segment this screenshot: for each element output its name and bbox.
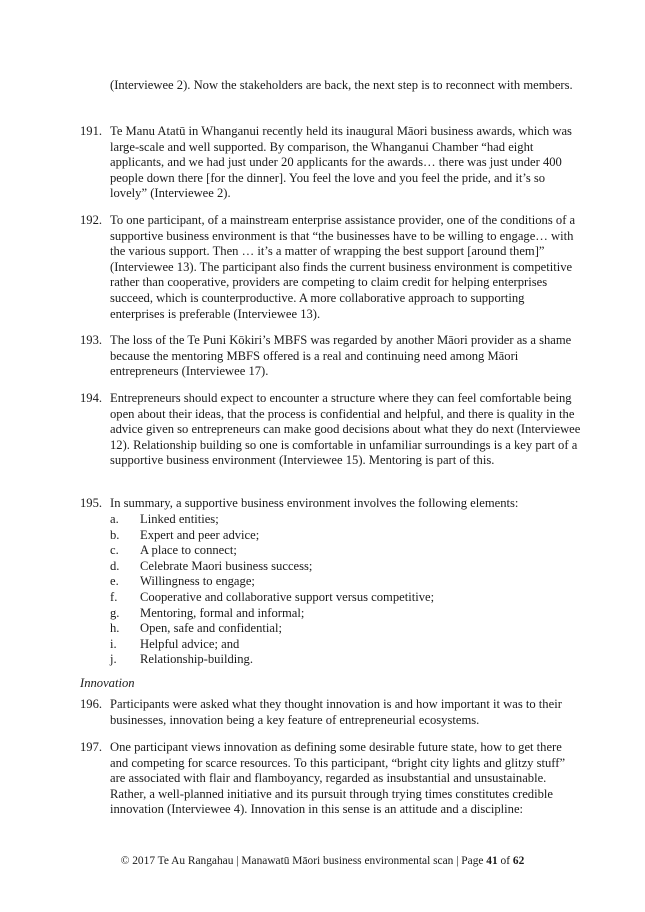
page-footer	[0, 854, 645, 870]
paragraph-text: Te Manu Atatū in Whanganui recently held its inaugural Māori business awards, which was large-scale and well supported. By comparison, the Whanganui Chamber “had eight applicants, and we had just under 20 applicants for the awards… there was just under 400 people down there [for the dinner]. You feel the love and you feel the pride, and it’s so lovely” (Interviewee 2).	[110, 124, 572, 201]
paragraph-text: The loss of the Te Puni Kōkiri’s MBFS was regarded by another Māori provider as a shame because the mentoring MBFS offered is a real and continuing need among Māori entrepreneurs (Interviewee 17).	[110, 333, 572, 379]
footer-page-total: 62	[512, 855, 525, 867]
footer-text: © 2017 Te Au Rangahau | Manawatū Māori business environmental scan | Page	[120, 855, 487, 867]
paragraph-number: 196.	[80, 697, 103, 711]
paragraph-number: 192.	[80, 213, 103, 227]
paragraph-number: 195.	[80, 496, 103, 510]
section-heading: Innovation	[80, 676, 135, 690]
paragraph-number: 194.	[80, 391, 103, 405]
paragraph-text: One participant views innovation as defining some desirable future state, how to get there and competing for scarce resources. To this participant, “bright city lights and glitzy stuff” are associated with flair and flamboyancy, regarded as insubstantial and unsustainable. Rather, a well-planned initiative and its pursuit through trying times constitutes credible innovation (Interviewee 4). Innovation in this sense is an attitude and a discipline:	[110, 740, 566, 817]
document-page: (Interviewee 2). Now the stakeholders are back, the next step is to reconnect with members. 191. Te Manu Atatū in Whanganui recently held its inaugural Māori business awards, which was large-scale and well supported. By comparison, the Whanganui Chamber “had eight applicants, and we had just under 20 applicants for the awards… there was just under 400 people down there [for the dinner]. You feel the love and you feel the pride, and it’s so lovely” (Interviewee 2). 192. To one participant, of a mainstream enterprise assistance provider, one of the conditions of a supportive business environment is that “the businesses have to be willing to engage… with the various support. Then … it’s a matter of wrapping the best support [around them]” (Interviewee 13). The participant also finds the current business environment is competitive rather than cooperative, providers are competing to claim credit for helping enterprises succeed, which is counterproductive. A more collaborative approach to supporting enterprises is preferable (Interviewee 13). 193. The loss of the Te Puni Kōkiri’s MBFS was regarded by another Māori provider as a shame because the mentoring MBFS offered is a real and continuing need among Māori entrepreneurs (Interviewee 17). 194. Entrepreneurs should expect to encounter a structure where they can feel comfortable being open about their ideas, that the process is confidential and helpful, and there is quality in the advice given so entrepreneurs can make good decisions about what they do next (Interviewee 12). Relationship building so one is comfortable in unfamiliar surroundings is a key part of a supportive business environment (Interviewee 15). Mentoring is part of this. 195. In summary, a supportive business environment involves the following elements: a. Linked entities; b. Expert and peer advice; c. A place to connect; d. Celebrate Maori business success; e. Willingness to engage; f. Cooperative and collaborative support versus competitive; g. Mentoring, formal and informal; h. Open, safe and confidential; i. Helpful advice; and j. Relationship-building. Innovation 196. Participants were asked what they thought innovation is and how important it was to their businesses, innovation being a key feature of entrepreneurial ecosystems. 197. One participant views innovation as defining some desirable future state, how to get there and competing for scarce resources. To this participant, “bright city lights and glitzy stuff” are associated with flair and flamboyancy, regarded as insubstantial and unsustainable. Rather, a well-planned initiative and its pursuit through trying times constitutes credible innovation (Interviewee 4). Innovation in this sense is an attitude and a discipline: © 2017 Te Au Rangahau | Manawatū Māori business environmental scan | Page 41 of 62	[0, 0, 645, 912]
paragraph-text: To one participant, of a mainstream enterprise assistance provider, one of the conditions of a supportive business environment is that “the businesses have to be willing to engage… with the various support. Then … it’s a matter of wrapping the best support [around them]” (Interviewee 13). The participant also finds the current business environment is competitive rather than cooperative, providers are competing to claim credit for helping enterprises succeed, which is counterproductive. A more collaborative approach to supporting enterprises is preferable (Interviewee 13).	[110, 213, 576, 321]
paragraph-text: Participants were asked what they thought innovation is and how important it was to their businesses, innovation being a key feature of entrepreneurial ecosystems.	[110, 697, 562, 727]
paragraph-text: In summary, a supportive business environment involves the following elements:	[110, 496, 519, 510]
paragraph-number: 197.	[80, 740, 103, 754]
footer-page-number: 41	[486, 855, 498, 867]
footer-of: of	[497, 855, 513, 867]
paragraph-number: 193.	[80, 333, 103, 347]
continuation-text: (Interviewee 2). Now the stakeholders are back, the next step is to reconnect with members.	[110, 78, 573, 92]
paragraph-number: 191.	[80, 124, 103, 138]
paragraph-text: Entrepreneurs should expect to encounter a structure where they can feel comfortable being open about their ideas, that the process is confidential and helpful, and there is quality in the advice given so entrepreneurs can make good decisions about what they do next (Interviewee 12). Relationship building so one is comfortable in unfamiliar surroundings is a key part of a supportive business environment (Interviewee 15). Mentoring is part of this.	[110, 391, 581, 468]
